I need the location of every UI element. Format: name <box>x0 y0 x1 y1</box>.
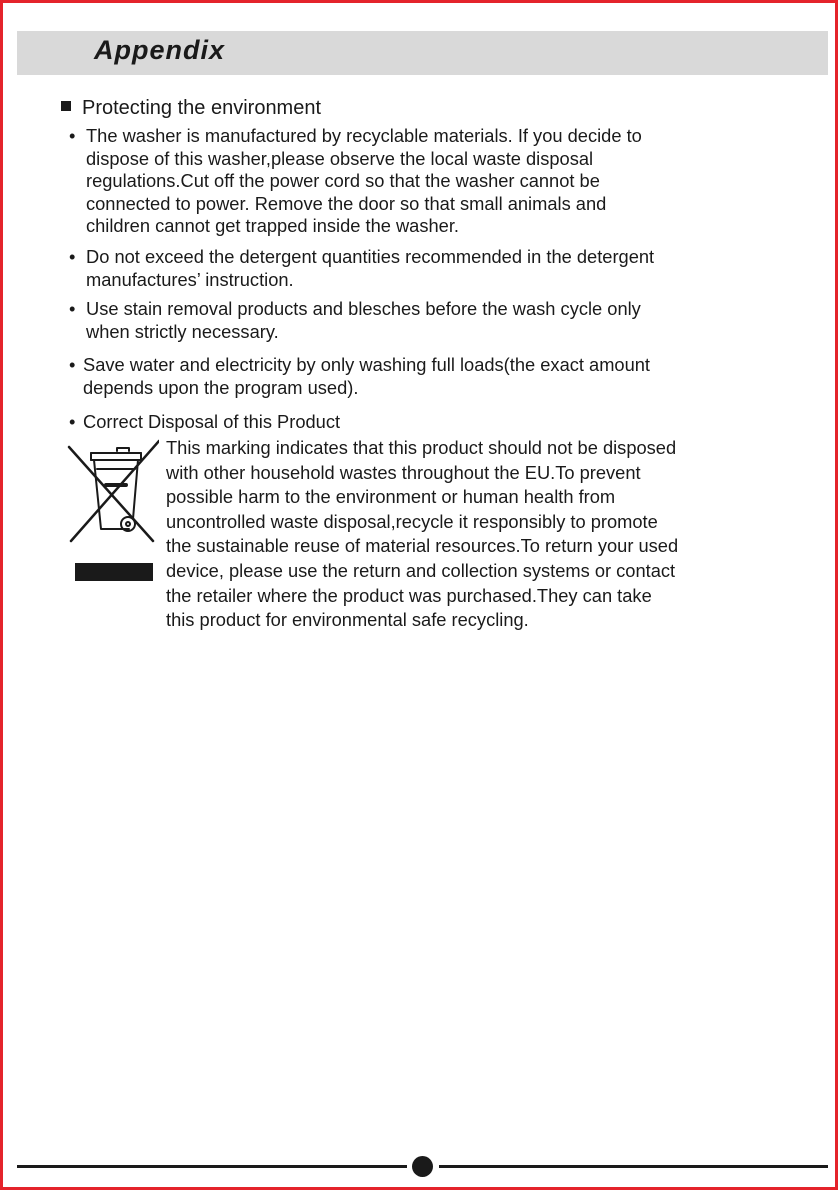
text-line: possible harm to the environment or human health from <box>166 486 616 508</box>
disposal-paragraph <box>166 436 678 633</box>
text-line: manufactures’ instruction. <box>86 268 294 290</box>
text-line: this product for environmental safe recycling. <box>166 609 529 631</box>
text-line: when strictly necessary. <box>86 320 279 342</box>
bullet-dot-icon: • <box>69 298 76 319</box>
bullet-dot-icon: • <box>69 354 76 375</box>
text-line: children cannot get trapped inside the washer. <box>86 215 459 236</box>
text-line: connected to power. Remove the door so that small animals and <box>86 192 607 214</box>
bullet-text <box>86 125 642 238</box>
footer-rule-right <box>439 1165 828 1168</box>
bullet-text <box>86 246 654 291</box>
text-line: The washer is manufactured by recyclable materials. If you decide to <box>86 125 642 146</box>
text-line: This marking indicates that this product should not be disposed <box>166 437 677 458</box>
page-title: Appendix <box>94 35 226 65</box>
page-marker-dot <box>412 1156 433 1177</box>
section-heading <box>61 97 321 120</box>
text-line: the retailer where the product was purchased.They can take <box>166 584 652 606</box>
text-line: dispose of this washer,please observe the local waste disposal <box>86 147 594 169</box>
header-band <box>17 31 828 75</box>
text-line: depends upon the program used). <box>83 376 359 398</box>
bullet-text <box>83 411 340 434</box>
text-line: with other household wastes throughout the EU.To prevent <box>166 461 641 483</box>
text-line: uncontrolled waste disposal,recycle it responsibly to promote <box>166 510 658 532</box>
text-line: Do not exceed the detergent quantities recommended in the detergent <box>86 246 655 267</box>
text-line: Correct Disposal of this Product <box>83 411 341 432</box>
bullet-dot-icon: • <box>69 125 76 146</box>
square-bullet-icon <box>61 101 71 111</box>
text-line: device, please use the return and collection systems or contact <box>166 559 676 581</box>
bullet-dot-icon: • <box>69 411 76 432</box>
bullet-dot-icon: • <box>69 246 76 267</box>
text-line: Save water and electricity by only washing full loads(the exact amount <box>83 354 651 375</box>
text-line: Use stain removal products and blesches before the wash cycle only <box>86 298 641 319</box>
bullet-text <box>83 354 650 399</box>
footer-rule-left <box>17 1165 407 1168</box>
bullet-text <box>86 298 641 343</box>
text-line: regulations.Cut off the power cord so that the washer cannot be <box>86 170 600 191</box>
text-line: the sustainable reuse of material resources.To return your used <box>166 535 679 557</box>
section-heading-text: Protecting the environment <box>82 97 322 119</box>
crossed-out-wheelie-bin-icon <box>63 439 159 583</box>
